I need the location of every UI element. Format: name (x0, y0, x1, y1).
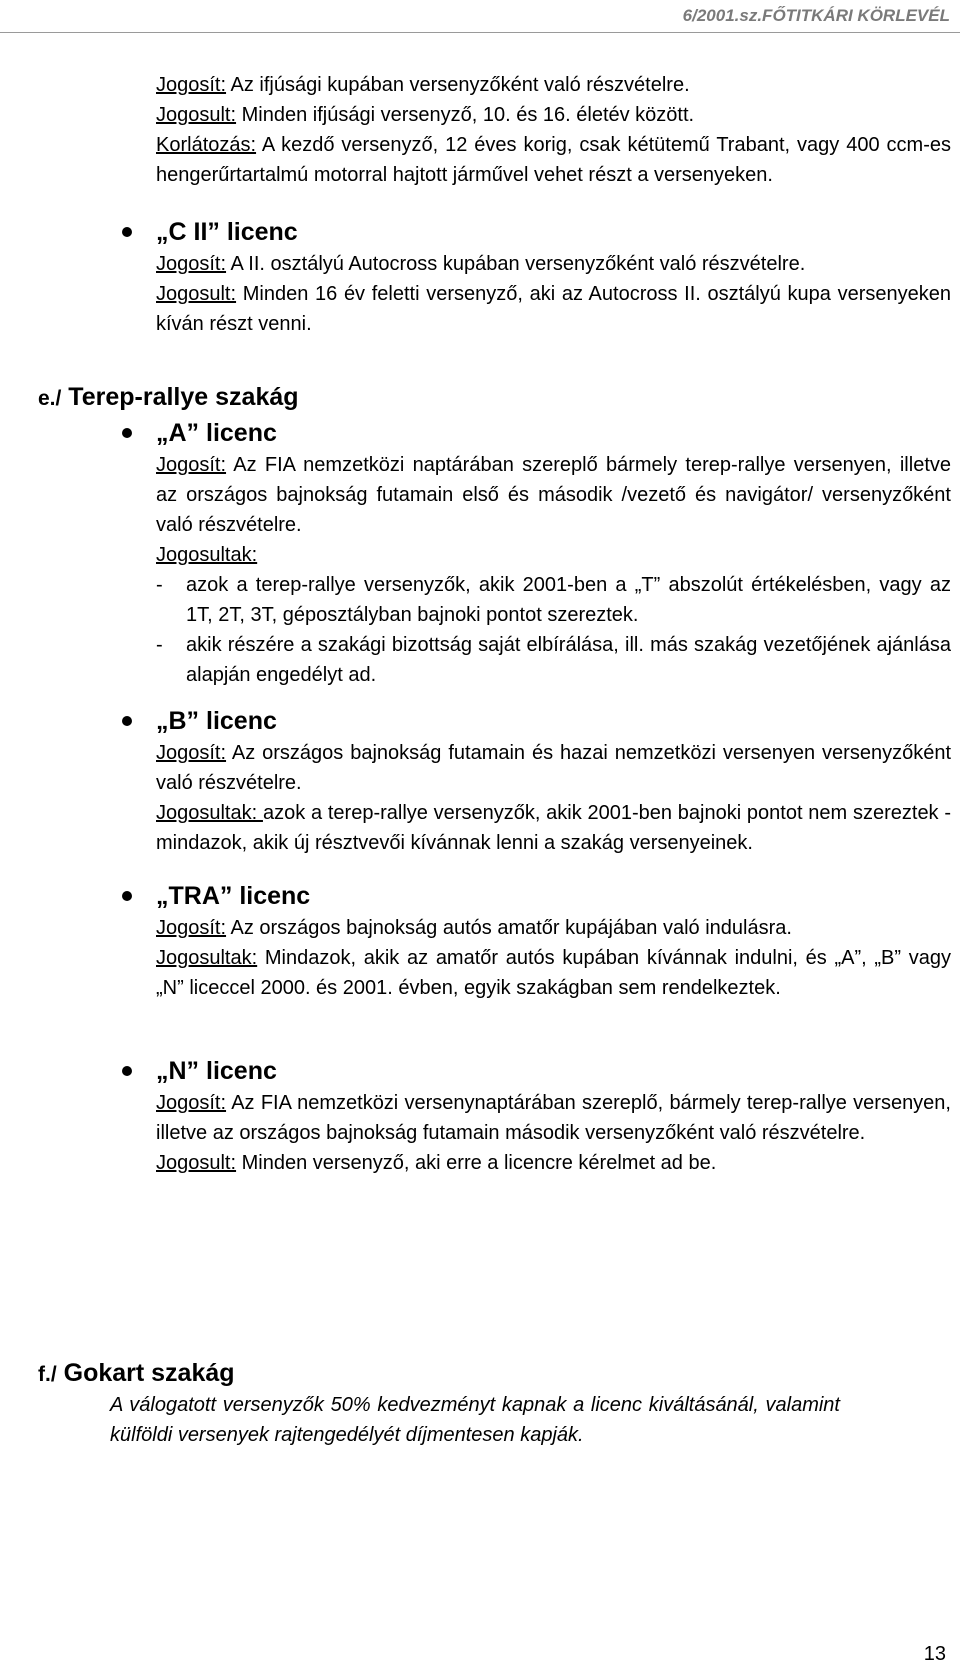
text: A kezdő versenyző, 12 éves korig, csak kétütemű Trabant, vagy 400 ccm-es hengerűrtartalmú motorral hajtott járművel vehet részt a versenyeken. (156, 134, 951, 186)
n-licenc-block (156, 1054, 951, 1178)
text: Az országos bajnokság futamain és hazai nemzetközi versenyen versenyzőként való részvételre. (156, 742, 951, 794)
text: akik részére a szakági bizottság saját elbírálása, ill. más szakág vezetőjének ajánlása alapján engedélyt ad. (186, 634, 951, 686)
section-f-title (38, 1356, 235, 1392)
text: Minden 16 év feletti versenyző, aki az Autocross II. osztályú kupa versenyeken kíván részt venni. (156, 283, 951, 335)
jogosit-paragraph (156, 1088, 951, 1148)
gokart-text-block (110, 1390, 840, 1450)
jogosit-paragraph (156, 249, 951, 279)
label: Jogosít: (156, 253, 227, 275)
label: Jogosultak: (156, 802, 263, 824)
jogosit-line (156, 70, 951, 100)
text: azok a terep-rallye versenyzők, akik 2001-ben a „T” abszolút értékelésben, vagy az 1T, 2T, 3T, géposztályban bajnoki pontot szereztek. (186, 574, 951, 626)
jogosit-paragraph (156, 450, 951, 540)
text: Az ifjúsági kupában versenyzőként való részvételre. (226, 74, 690, 96)
text: Minden versenyző, aki erre a licencre kérelmet ad be. (236, 1152, 717, 1174)
label: Jogosult: (156, 1152, 237, 1174)
bullet-icon (122, 716, 132, 726)
bullet-icon (122, 227, 132, 237)
list-item (156, 630, 951, 690)
label: Jogosult: (156, 104, 237, 126)
label: Korlátozás: (156, 134, 257, 156)
label: Jogosult: (156, 283, 237, 305)
b-licenc-block (156, 704, 951, 858)
text: Az országos bajnokság autós amatőr kupájában való indulásra. (226, 917, 792, 939)
text: Mindazok, akik az amatőr autós kupában kívánnak indulni, és „A”, „B” vagy „N” liceccel 2000. és 2001. évben, egyik szakágban sem rendelkeztek. (156, 947, 951, 999)
text: Minden ifjúsági versenyző, 10. és 16. életév között. (236, 104, 695, 126)
header-divider (0, 32, 960, 33)
header-title: 6/2001.sz.FŐTITKÁRI KÖRLEVÉL (682, 6, 950, 25)
jogosult-line (156, 100, 951, 130)
label: Jogosít: (156, 742, 227, 764)
text: azok a terep-rallye versenyzők, akik 2001-ben bajnoki pontot nem szereztek - mindazok, akik új résztvevői kívánnak lenni a szakág versenyeinek. (156, 802, 951, 854)
label: Jogosít: (156, 1092, 227, 1114)
section-e-title (38, 380, 299, 416)
a-licenc-block (156, 416, 951, 690)
section-name: Terep-rallye szakág (61, 383, 299, 411)
licence-heading: „TRA” licenc (156, 879, 951, 913)
list-item (156, 570, 951, 630)
section-letter: f./ (38, 1363, 57, 1386)
tra-licenc-block (156, 879, 951, 1003)
jogosultak-label: Jogosultak: (156, 544, 258, 566)
bullet-icon (122, 891, 132, 901)
text: Az FIA nemzetközi versenynaptárában szereplő, bármely terep-rallye versenyen, illetve az országos bajnokság futamain második versenyzőként való részvételre. (156, 1092, 951, 1144)
jogosult-paragraph (156, 279, 951, 339)
jogosit-paragraph (156, 738, 951, 798)
bullet-icon (122, 428, 132, 438)
section-letter: e./ (38, 387, 62, 410)
text: Az FIA nemzetközi naptárában szereplő bármely terep-rallye versenyen, illetve az országos bajnokság futamain első és második /vezető és navigátor/ versenyzőként való részvételre. (156, 454, 951, 536)
gokart-paragraph: A válogatott versenyzők 50% kedvezményt kapnak a licenc kiváltásánál, valamint külföldi versenyek rajtengedélyét díjmentesen kapják. (110, 1394, 840, 1446)
jogosit-paragraph (156, 913, 951, 943)
label: Jogosultak: (156, 947, 258, 969)
label: Jogosít: (156, 74, 227, 96)
text: A II. osztályú Autocross kupában versenyzőként való részvételre. (226, 253, 806, 275)
licence-heading: „N” licenc (156, 1054, 951, 1088)
section-name: Gokart szakág (56, 1359, 235, 1387)
licence-heading: „B” licenc (156, 704, 951, 738)
licence-heading: „A” licenc (156, 416, 951, 450)
bullet-icon (122, 1066, 132, 1076)
licence-heading: „C II” licenc (156, 215, 951, 249)
label: Jogosít: (156, 454, 227, 476)
top-block (156, 70, 951, 190)
label: Jogosít: (156, 917, 227, 939)
korlatozas-paragraph (156, 130, 951, 190)
dash: - (156, 574, 163, 596)
jogosult-paragraph (156, 1148, 951, 1178)
jogosultak-paragraph (156, 943, 951, 1003)
jogosultak-paragraph (156, 798, 951, 858)
c2-licenc-block (156, 215, 951, 339)
dash: - (156, 634, 163, 656)
page-number: 13 (923, 1643, 946, 1665)
